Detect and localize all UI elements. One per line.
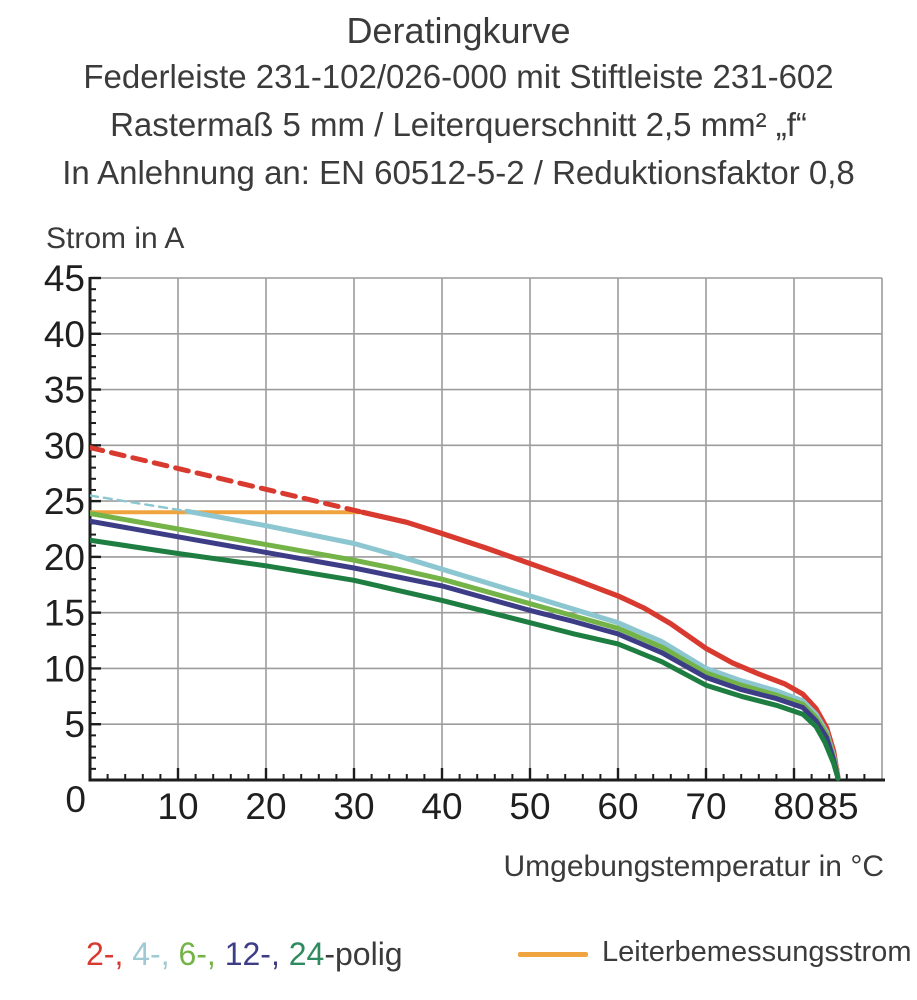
x-axis-title: Umgebungstemperatur in °C bbox=[503, 850, 884, 883]
y-tick-label-5: 5 bbox=[64, 704, 85, 746]
y-tick-label-40: 40 bbox=[43, 313, 85, 355]
legend-item-polig: -polig bbox=[324, 936, 403, 972]
x-tick-label-20: 20 bbox=[245, 786, 287, 827]
legend-pole-counts bbox=[86, 936, 403, 973]
y-axis-title: Strom in A bbox=[46, 222, 185, 255]
legend-item-4: 4-, bbox=[132, 936, 179, 972]
chart-subtitle-2: Rastermaß 5 mm / Leiterquerschnitt 2,5 mm² „f“ bbox=[110, 106, 807, 143]
origin-tick-label: 0 bbox=[65, 779, 86, 820]
y-tick-label-20: 20 bbox=[43, 536, 85, 578]
chart-title: Deratingkurve bbox=[346, 10, 571, 51]
reference-line-swatch bbox=[518, 952, 588, 957]
axis-ticks bbox=[90, 278, 864, 780]
y-tick-label-10: 10 bbox=[43, 648, 85, 690]
y-tick-label-30: 30 bbox=[43, 425, 85, 467]
curve-4-polig-dashed bbox=[90, 496, 187, 512]
x-tick-label-30: 30 bbox=[333, 786, 375, 827]
x-tick-label-85: 85 bbox=[817, 786, 859, 827]
legend-reference-current bbox=[518, 936, 911, 969]
curve-4-polig bbox=[187, 511, 838, 778]
reference-line-label: Leiterbemessungsstrom bbox=[602, 936, 912, 968]
legend-item-12: 12-, bbox=[224, 936, 289, 972]
tick-labels bbox=[44, 258, 859, 827]
curve-6-polig bbox=[90, 513, 838, 777]
y-tick-label-25: 25 bbox=[43, 481, 85, 523]
curve-2-polig bbox=[363, 512, 838, 778]
chart-subtitle-1: Federleiste 231-102/026-000 mit Stiftleiste 231-602 bbox=[83, 58, 834, 95]
y-tick-label-35: 35 bbox=[43, 369, 85, 411]
x-tick-label-60: 60 bbox=[597, 786, 639, 827]
legend-item-2: 2-, bbox=[86, 936, 133, 972]
gridlines bbox=[90, 278, 882, 780]
chart-subtitle-3: In Anlehnung an: EN 60512-5-2 / Reduktionsfaktor 0,8 bbox=[62, 154, 855, 191]
y-tick-label-45: 45 bbox=[43, 258, 85, 299]
curve-12-polig bbox=[90, 521, 838, 778]
x-tick-label-50: 50 bbox=[509, 786, 551, 827]
y-tick-label-15: 15 bbox=[43, 592, 85, 634]
x-tick-label-40: 40 bbox=[421, 786, 463, 827]
x-tick-label-70: 70 bbox=[685, 786, 727, 827]
legend-item-6: 6-, bbox=[178, 936, 225, 972]
x-tick-label-10: 10 bbox=[157, 786, 199, 827]
x-tick-label-80: 80 bbox=[773, 786, 815, 827]
legend-item-24: 24 bbox=[288, 936, 325, 972]
